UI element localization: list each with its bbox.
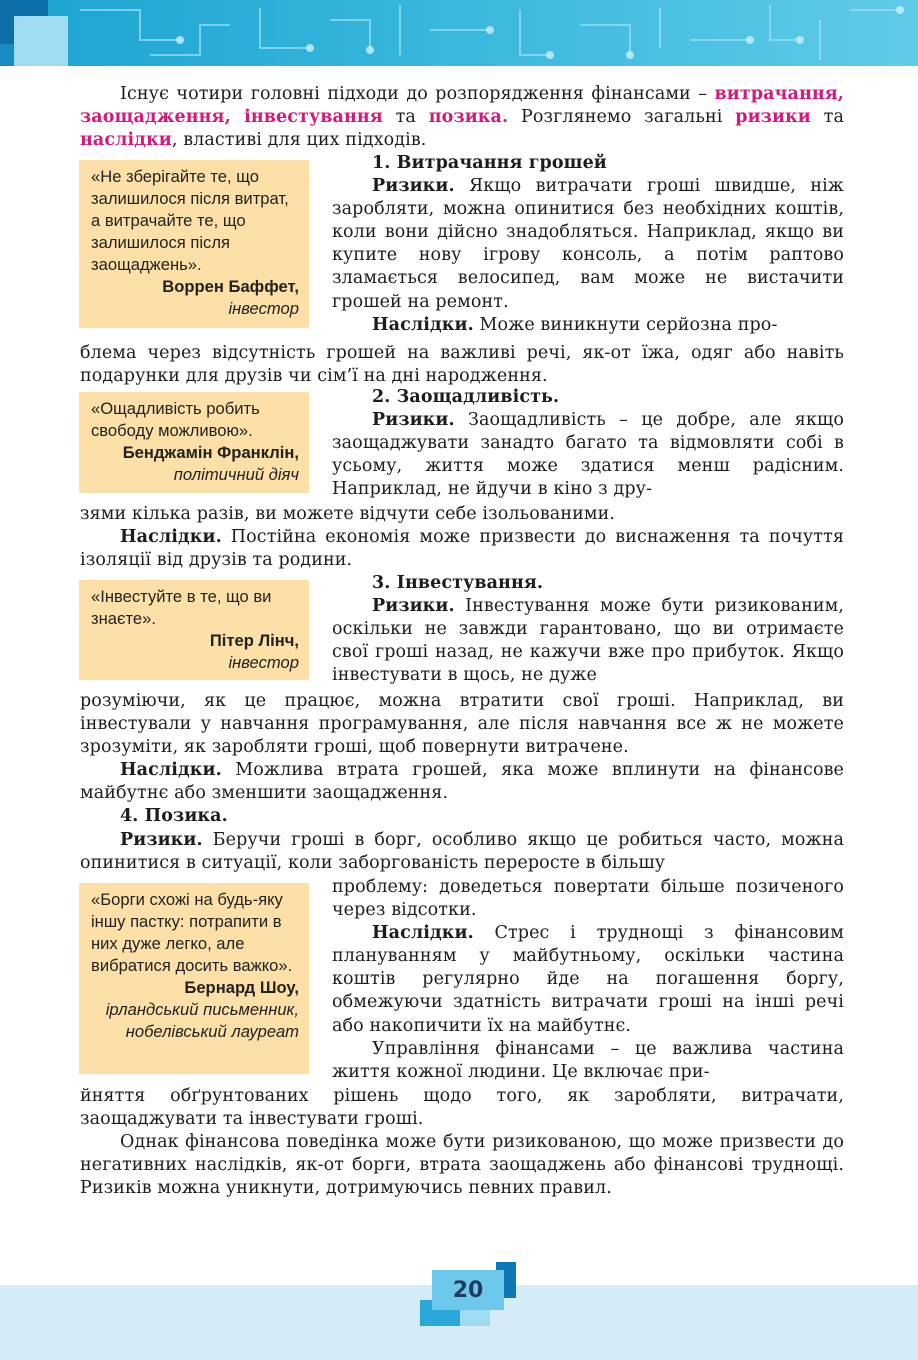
consequence-text: Можлива втрата грошей, яка може вплинути на фінансове майбутнє або зменшити заощадження. (80, 760, 844, 804)
consequence-text: Постійна економія може призвести до виснаження та почуття ізоляції від друзів та родини. (80, 527, 844, 571)
risk-text: проблему: доведеться повертати більше позиченого через відсотки. (332, 877, 844, 921)
section-heading: 1. Витрачання грошей (372, 153, 607, 173)
section-saving-cont (80, 503, 844, 572)
intro-text: Розглянемо загальні (508, 107, 736, 128)
intro-text: та (810, 107, 844, 128)
consequence-text: блема через відсутність грошей на важливі речі, як-от їжа, одяг або навіть подарунки для друзів чи сім’ї на дні народження. (80, 343, 844, 387)
quote-role: інвестор (228, 299, 299, 318)
section-spending (332, 152, 844, 337)
risk-text: розуміючи, як це працює, можна втратити свої гроші. Наприклад, ви інвестували у навчання програмування, але після навчання все ж не можете зрозуміти, як заробляти гроші, щоб повернути витрачене. (80, 691, 844, 758)
section-heading: 4. Позика. (120, 806, 228, 827)
consequence-label: Наслідки. (120, 760, 222, 781)
quote-box (79, 883, 309, 1074)
quote-text: «Інвестуйте в те, що ви знаєте». (91, 587, 272, 628)
risk-text: Інвестування може бути ризикованим, оскільки не завжди гарантовано, що ви отримаєте свої гроші назад, не кажучи вже про прибуток. Якщо інвестувати в щось, не дуже (332, 596, 844, 686)
section-borrowing (332, 876, 844, 1084)
risk-label: Ризики. (372, 596, 455, 617)
consequence-text: Може виникнути серйозна про- (473, 314, 778, 335)
conclusion (80, 1085, 844, 1200)
quote-author: Пітер Лінч, (209, 631, 299, 650)
risk-label: Ризики. (372, 176, 455, 197)
intro-paragraph (80, 83, 844, 152)
quote-text: «Не зберігайте те, що залишилося після витрат, а витрачайте те, що залишилося після заощаджень». (91, 167, 289, 274)
intro-keyword: ризики (735, 107, 811, 128)
quote-role: інвестор (228, 653, 299, 672)
intro-text: Існує чотири головні підходи до розпорядження фінансами – (120, 84, 708, 104)
risk-text: зями кілька разів, ви можете відчути себе ізольованими. (80, 504, 615, 524)
quote-box (79, 160, 309, 328)
intro-text: та (382, 107, 429, 128)
intro-keyword: наслідки (80, 130, 172, 151)
section-heading: 3. Інвестування. (372, 573, 544, 593)
consequence-label: Наслідки. (372, 314, 474, 335)
header-square-mid (0, 44, 14, 66)
section-spending-cont (80, 342, 844, 388)
page-number: 20 (432, 1270, 504, 1310)
section-investing-cont (80, 690, 844, 875)
section-heading: 2. Заощадливість. (372, 387, 560, 407)
risk-label: Ризики. (120, 829, 203, 850)
quote-text: «Борги схожі на будь-яку іншу пастку: потрапити в них дуже легко, але вибратися досить важко». (91, 890, 293, 975)
intro-text: , властиві для цих підходів. (171, 130, 427, 151)
consequence-label: Наслідки. (372, 923, 474, 944)
quote-author: Воррен Баффет, (162, 277, 299, 296)
header-square-light (14, 16, 68, 66)
section-saving (332, 386, 844, 501)
conclusion-text: Управління фінансами – це важлива частина життя кожної людини. Це включає при- (332, 1038, 844, 1082)
risk-text: Беручи гроші в борг, особливо якщо це робиться часто, можна опинитися в ситуації, коли заборгованість переросте в більшу (80, 829, 844, 873)
quote-text: «Ощадливість робить свободу можливою». (91, 399, 260, 440)
risk-label: Ризики. (372, 410, 455, 431)
conclusion-text: йняття обґрунтованих рішень щодо того, як заробляти, витрачати, заощаджувати та інвестувати гроші. (80, 1086, 844, 1130)
section-investing (332, 572, 844, 687)
consequence-label: Наслідки. (120, 527, 222, 548)
quote-box (79, 392, 309, 493)
risk-text: Заощадливість – це добре, але якщо заощаджувати занадто багато та відмовляти собі в усьому, життя може здатися менш радісним. Наприклад, не йдучи в кіно з дру- (332, 410, 844, 500)
header-banner (0, 0, 918, 66)
consequence-text: Стрес і труднощі з фінансовим плануванням у майбутньому, оскільки частина коштів регулярно йде на погашення боргу, обмежуючи здатність витрачати гроші на інші речі або накопичити їх на майбутнє. (332, 923, 844, 1036)
quote-author: Бенджамін Франклін, (122, 443, 299, 462)
risk-text: Якщо витрачати гроші швидше, ніж заробляти, можна опинитися без необхідних коштів, коли вони дійсно знадобляться. Наприклад, якщо ви купите нову ігрову консоль, а потім раптово зламається велосипед, вам може не вистачити грошей на ремонт. (332, 176, 844, 312)
intro-keyword: позика. (428, 107, 509, 128)
conclusion-text: Однак фінансова поведінка може бути ризикованою, що може призвести до негативних наслідків, як-от борги, втрата заощаджень або фінансові труднощі. Ризиків можна уникнути, дотримуючись певних правил. (80, 1132, 844, 1199)
intro-keyword: витрачання, заощадження, інвестування (80, 84, 844, 128)
quote-role: ірландський письменник, нобелівський лауреат (105, 1000, 299, 1041)
circuit-pattern (0, 0, 918, 66)
quote-box (79, 580, 309, 680)
quote-role: політичний діяч (173, 465, 299, 484)
quote-author: Бернард Шоу, (184, 978, 299, 997)
